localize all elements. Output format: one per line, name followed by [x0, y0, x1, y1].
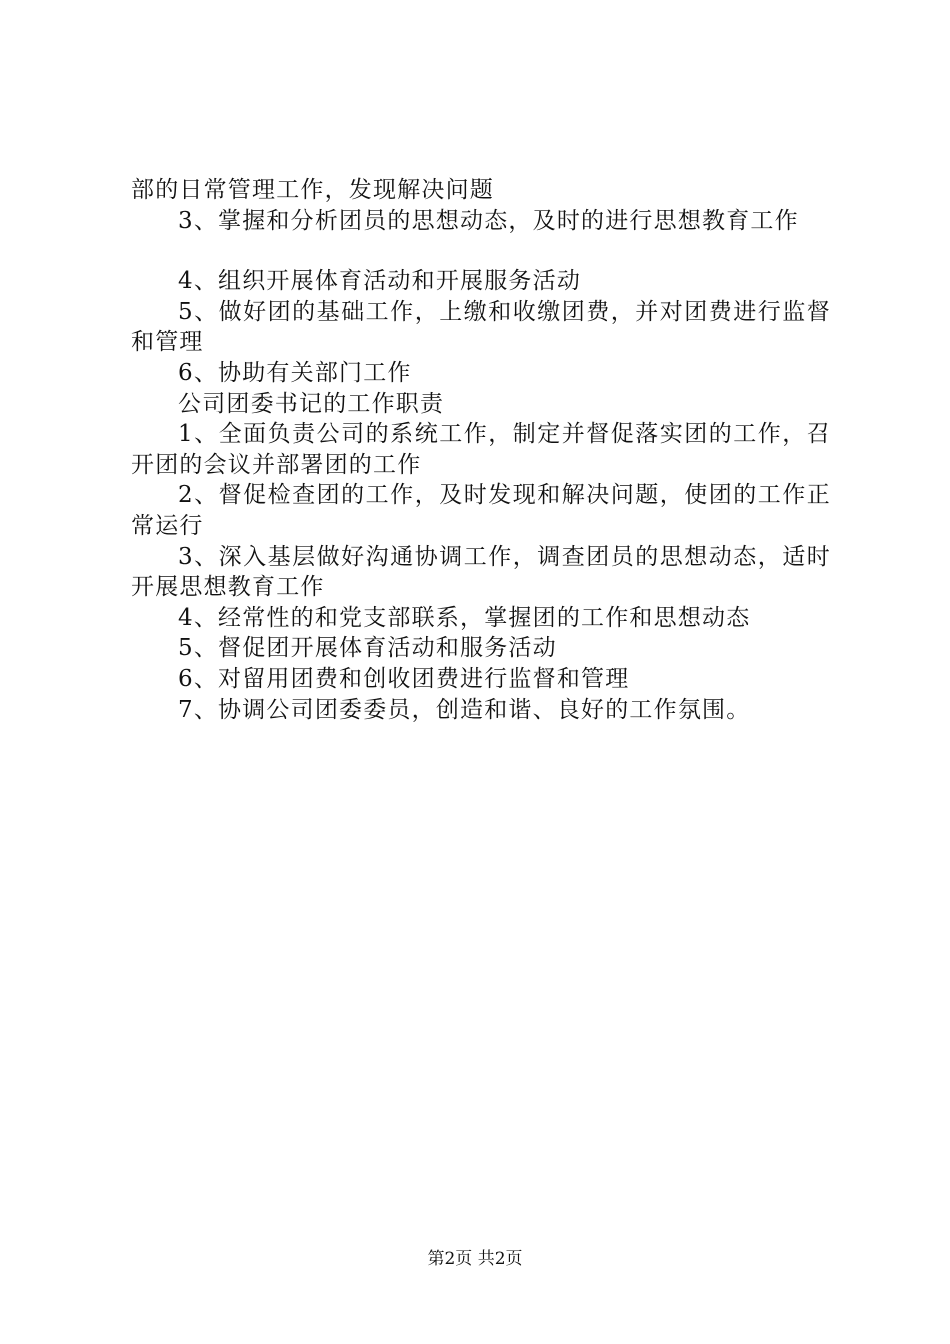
paragraph-duty-2: 2、督促检查团的工作，及时发现和解决问题，使团的工作正常运行: [131, 482, 831, 539]
paragraph-duty-3: 3、深入基层做好沟通协调工作，调查团员的思想动态，适时开展思想教育工作: [131, 543, 831, 601]
paragraph-continuation: 部的日常管理工作，发现解决问题: [131, 177, 494, 203]
document-body: [131, 175, 831, 725]
section-heading: 公司团委书记的工作职责: [178, 390, 445, 417]
paragraph-duty-5: 5、督促团开展体育活动和服务活动: [178, 635, 557, 662]
paragraph-item-6: 6、协助有关部门工作: [178, 359, 412, 386]
paragraph-duty-6: 6、对留用团费和创收团费进行监督和管理: [178, 665, 630, 692]
page-footer: 第2页 共2页: [427, 1249, 523, 1269]
paragraph-duty-1: 1、全面负责公司的系统工作，制定并督促落实团的工作，召开团的会议并部署团的工作: [131, 421, 831, 478]
paragraph-duty-7: 7、协调公司团委委员，创造和谐、良好的工作氛围。: [178, 696, 751, 723]
paragraph-duty-4: 4、经常性的和党支部联系，掌握团的工作和思想动态: [178, 604, 751, 631]
paragraph-item-4: 4、组织开展体育活动和开展服务活动: [178, 268, 582, 295]
paragraph-item-3: 3、掌握和分析团员的思想动态，及时的进行思想教育工作: [178, 207, 799, 234]
paragraph-item-5: 5、做好团的基础工作，上缴和收缴团费，并对团费进行监督和管理: [131, 298, 831, 356]
